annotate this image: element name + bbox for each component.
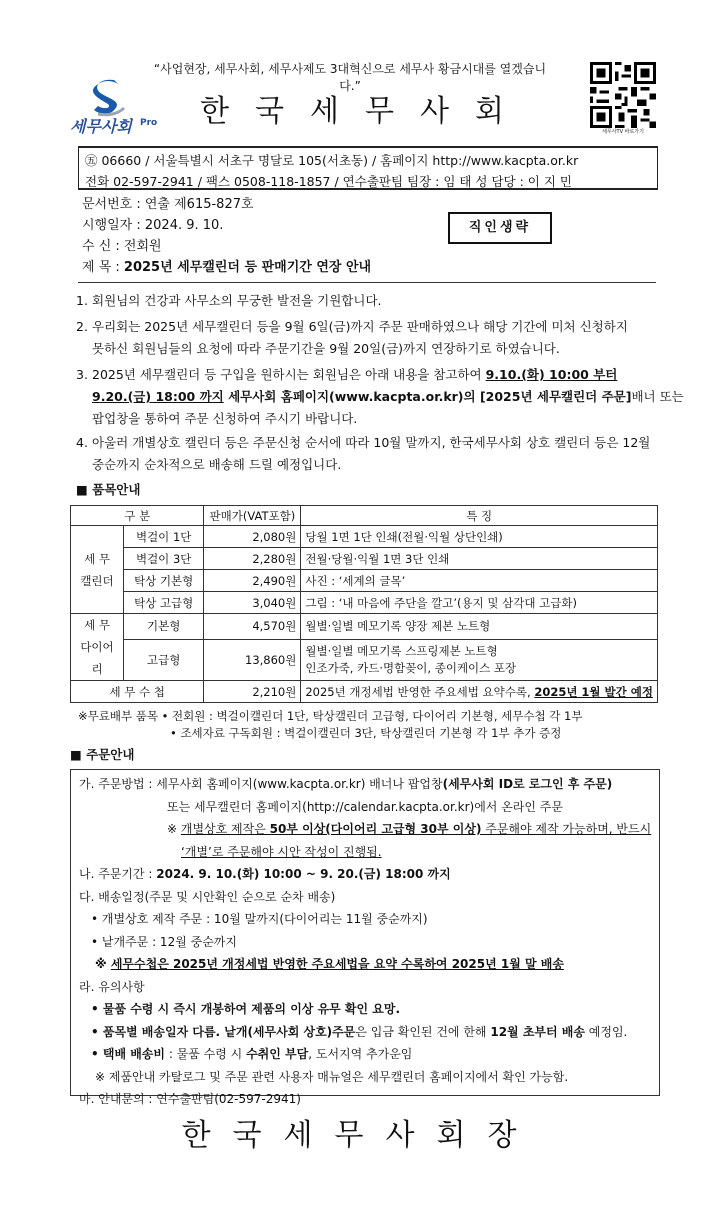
table-row: 고급형 13,860원 월별·일별 메모기록 스프링제본 노트형 인조가죽, 카드·명함꽂이, 종이케이스 포장 [71, 639, 658, 680]
qr-code[interactable] [588, 62, 658, 136]
paragraph-4: 4. 아울러 개별상호 캘린더 등은 주문신청 순서에 따라 10월 말까지, 한국세무사회 상호 캘린더 등은 12월 중순까지 순차적으로 배송해 드릴 예정입니다. [76, 435, 651, 472]
free-items-note: ※무료배부 품목 • 전회원 : 벽걸이캘린더 1단, 탁상캘린더 고급형, 다이어리 기본형, 세무수첩 각 1부 [78, 709, 583, 723]
doc-subject: 2025년 세무캘린더 등 판매기간 연장 안내 [123, 260, 372, 275]
table-row: 세 무 캘린더 벽걸이 1단 2,080원 당월 1면 1단 인쇄(전월·익월 상단인쇄) [71, 526, 658, 548]
logo-pro: Pro [140, 118, 158, 128]
slogan: “사업현장, 세무사회, 세무사제도 3대혁신으로 세무사 황금시대를 열겠습니다.” [153, 62, 547, 93]
qr-code-icon [588, 62, 658, 128]
products-section-title: ■ 품목안내 [76, 482, 141, 497]
table-row: 세 무 다이어리 기본형 4,570원 월별·일별 메모기록 양장 제본 노트형 [71, 614, 658, 640]
doc-date: 시행일자 : 2024. 9. 10. [82, 218, 224, 233]
document-meta [82, 194, 371, 278]
divider [78, 282, 656, 283]
doc-recipient: 수 신 : 전회원 [82, 239, 162, 254]
subject-label: 제 목 : [82, 260, 120, 275]
address-line: ㊄ 06660 / 서울특별시 서초구 명달로 105(서초동) / 홈페이지 http://www.kacpta.or.kr [85, 153, 579, 168]
free-items-note-2: • 조세자료 구독회원 : 벽걸이캘린더 3단, 탁상캘린더 기본형 각 1부 추가 증정 [170, 726, 562, 740]
order-info-box: 가. 주문방법 : 세무사회 홈페이지(www.kacpta.or.kr) 배너나 팝업창(세무사회 ID로 로그인 후 주문) 또는 세무캘린더 홈페이지(http://calendar.kacpta.or.kr)에서 온라인 주문 ※ 개별상호 제작은 50부 이상(다이어리 고급형 30부 이상) 주문해야 제작 가능하며, 반드시 ‘개별’로 주문해야 시안 작성이 진행됨. 나. 주문기간 : 2024. 9. 10.(화) 10:00 ~ 9. 20.(금) 18:00 까지 다. 배송일정(주문 및 시안확인 순으로 순차 배송) • 개별상호 제작 주문 : 10월 말까지(다이어리는 11월 중순까지) • 낱개주문 : 12월 중순까지 ※ 세무수첩은 2025년 개정세법 반영한 주요세법을 요약 수록하여 2025년 1월 말 배송 라. 유의사항 • 물품 수령 시 즉시 개봉하여 제품의 이상 유무 확인 요망. • 품목별 배송일자 다름. 낱개(세무사회 상호)주문은 입금 확인된 건에 한해 12월 초부터 배송 예정임. • 택배 배송비 : 물품 수령 시 수취인 부담, 도서지역 추가운임 ※ 제품안내 카탈로그 및 주문 관련 사용자 매뉴얼은 세무캘린더 홈페이지에서 확인 가능함. 마. 안내문의 : 연수출판팀(02-597-2941) [70, 769, 660, 1096]
contact-line: 전화 02-597-2941 / 팩스 0508-118-1857 / 연수출판팀 팀장 : 임 태 성 담당 : 이 지 민 [85, 174, 572, 189]
group-diary: 세 무 다이어리 [71, 614, 124, 681]
paragraph-1: 1. 회원님의 건강과 사무소의 무궁한 발전을 기원합니다. [76, 293, 382, 308]
table-row: 세 무 수 첩 2,210원 2025년 개정세법 반영한 주요세법 요약수록, 2025년 1월 발간 예정 [71, 681, 658, 703]
seal-omitted-stamp: 직인생략 [448, 212, 552, 244]
table-row: 탁상 기본형 2,490원 사진 : ‘세계의 글목’ [71, 570, 658, 592]
paragraph-3: 3. 2025년 세무캘린더 등 구입을 원하시는 회원님은 아래 내용을 참고하여 9.10.(화) 10:00 부터 9.20.(금) 18:00 까지 세무사회 홈페이지(www.kacpta.or.kr)의 [2025년 세무캘린더 주문]배너 또는 팝업창을 통하여 주문 신청하여 주시기 바랍니다. [76, 367, 684, 426]
order-section-title: ■ 주문안내 [70, 747, 135, 762]
org-title: 한국세무사회 [200, 94, 530, 129]
paragraph-2: 2. 우리회는 2025년 세무캘린더 등을 9월 6일(금)까지 주문 판매하였으나 해당 기간에 미처 신청하지 못하신 회원님들의 요청에 따라 주문기간을 9월 20일(금)까지 연장하기로 하였습니다. [76, 319, 628, 356]
signature: 한국세무사회장 [181, 1118, 539, 1153]
table-row: 벽걸이 3단 2,280원 전월·당월·익월 1면 3단 인쇄 [71, 548, 658, 570]
logo-text: 세무사회 [70, 117, 132, 136]
group-calendar: 세 무 캘린더 [71, 526, 124, 614]
product-table [70, 505, 658, 703]
logo [68, 76, 160, 136]
address-box [78, 146, 658, 190]
table-header-row: 구 분 판매가(VAT포함) 특 징 [71, 506, 658, 526]
qr-label: 세무사TV 바로가기 [602, 129, 644, 135]
doc-number: 문서번호 : 연출 제615-827호 [82, 197, 254, 212]
table-row: 탁상 고급형 3,040원 그림 : ‘내 마음에 주단을 깔고’(용지 및 삼각대 고급화) [71, 592, 658, 614]
